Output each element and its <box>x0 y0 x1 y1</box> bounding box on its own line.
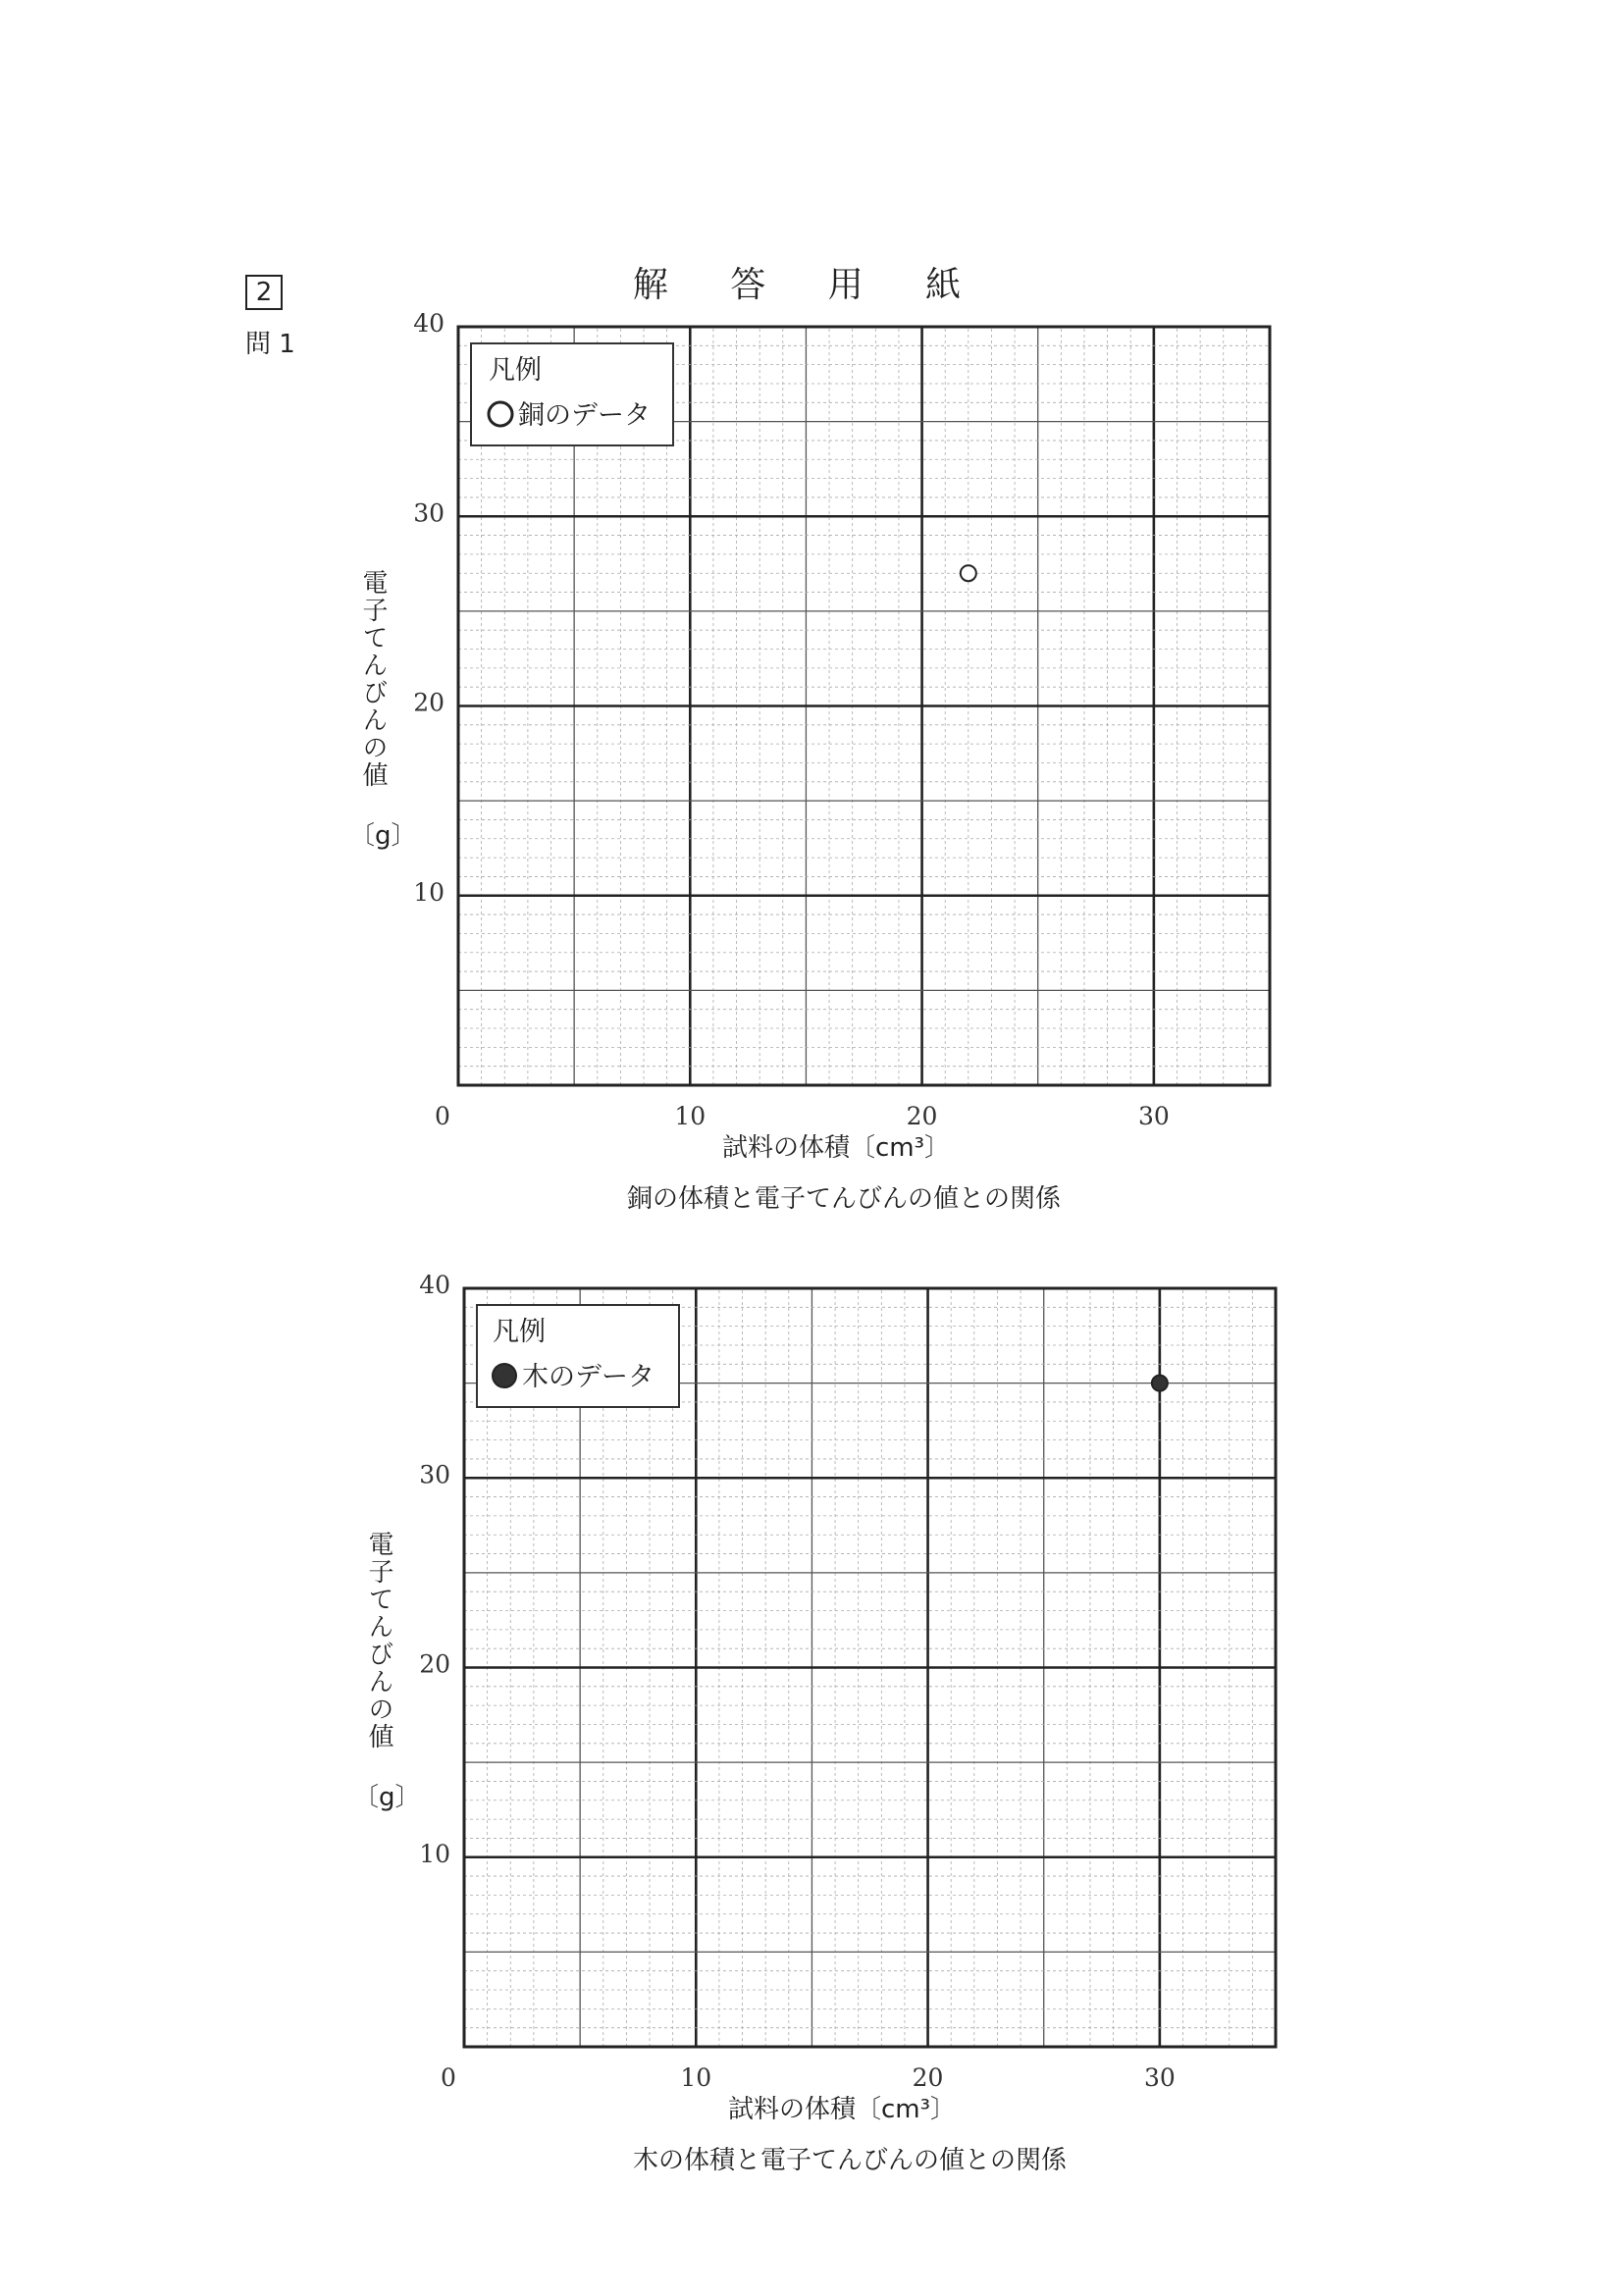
y-tick-label: 40 <box>413 309 445 338</box>
y-axis-label: 電子てんびんの値 <box>364 1531 393 1750</box>
legend-box <box>477 1305 679 1407</box>
y-tick-label: 10 <box>413 877 445 907</box>
chart-caption: 木の体積と電子てんびんの値との関係 <box>632 2146 1068 2175</box>
x-axis-label: 試料の体積〔cm³〕 <box>721 1133 951 1163</box>
x-tick-label: 30 <box>1137 1102 1170 1130</box>
y-axis-unit: 〔g〕 <box>353 1783 421 1812</box>
legend-box <box>471 343 673 445</box>
x-tick-label: 0 <box>435 1102 450 1130</box>
y-tick-label: 40 <box>419 1271 450 1299</box>
chart-caption: 銅の体積と電子てんびんの値との関係 <box>626 1184 1062 1214</box>
y-axis-label: 電子てんびんの値 <box>358 569 388 789</box>
sub-question-label: 問 1 <box>245 330 295 359</box>
x-tick-label: 10 <box>680 2063 712 2092</box>
data-point <box>1152 1376 1168 1391</box>
data-points <box>1152 1376 1168 1391</box>
data-points <box>961 565 976 581</box>
question-number-box: 2 <box>245 275 283 310</box>
page-title: 解 答 用 紙 <box>632 265 987 305</box>
data-point <box>961 565 976 581</box>
x-tick-label: 30 <box>1143 2063 1176 2092</box>
y-tick-label: 30 <box>413 498 445 528</box>
legend-title: 凡例 <box>489 355 542 386</box>
x-tick-label: 10 <box>674 1102 707 1130</box>
x-tick-label: 20 <box>912 2063 944 2092</box>
x-tick-label: 0 <box>441 2063 456 2092</box>
wood-chart <box>0 1256 1623 2198</box>
legend-entry: 木のデータ <box>522 1362 654 1392</box>
y-tick-label: 20 <box>419 1649 450 1679</box>
x-tick-label: 20 <box>906 1102 938 1130</box>
y-tick-label: 30 <box>419 1460 450 1489</box>
x-axis-label: 試料の体積〔cm³〕 <box>727 2095 957 2124</box>
legend-filled-circle-icon <box>493 1364 516 1387</box>
legend-open-circle-icon <box>489 402 512 426</box>
y-tick-label: 20 <box>413 688 445 717</box>
copper-chart <box>0 294 1623 1236</box>
legend-entry: 銅のデータ <box>518 400 651 431</box>
legend-title: 凡例 <box>493 1317 546 1347</box>
y-tick-label: 10 <box>419 1839 450 1868</box>
y-axis-unit: 〔g〕 <box>349 821 417 851</box>
